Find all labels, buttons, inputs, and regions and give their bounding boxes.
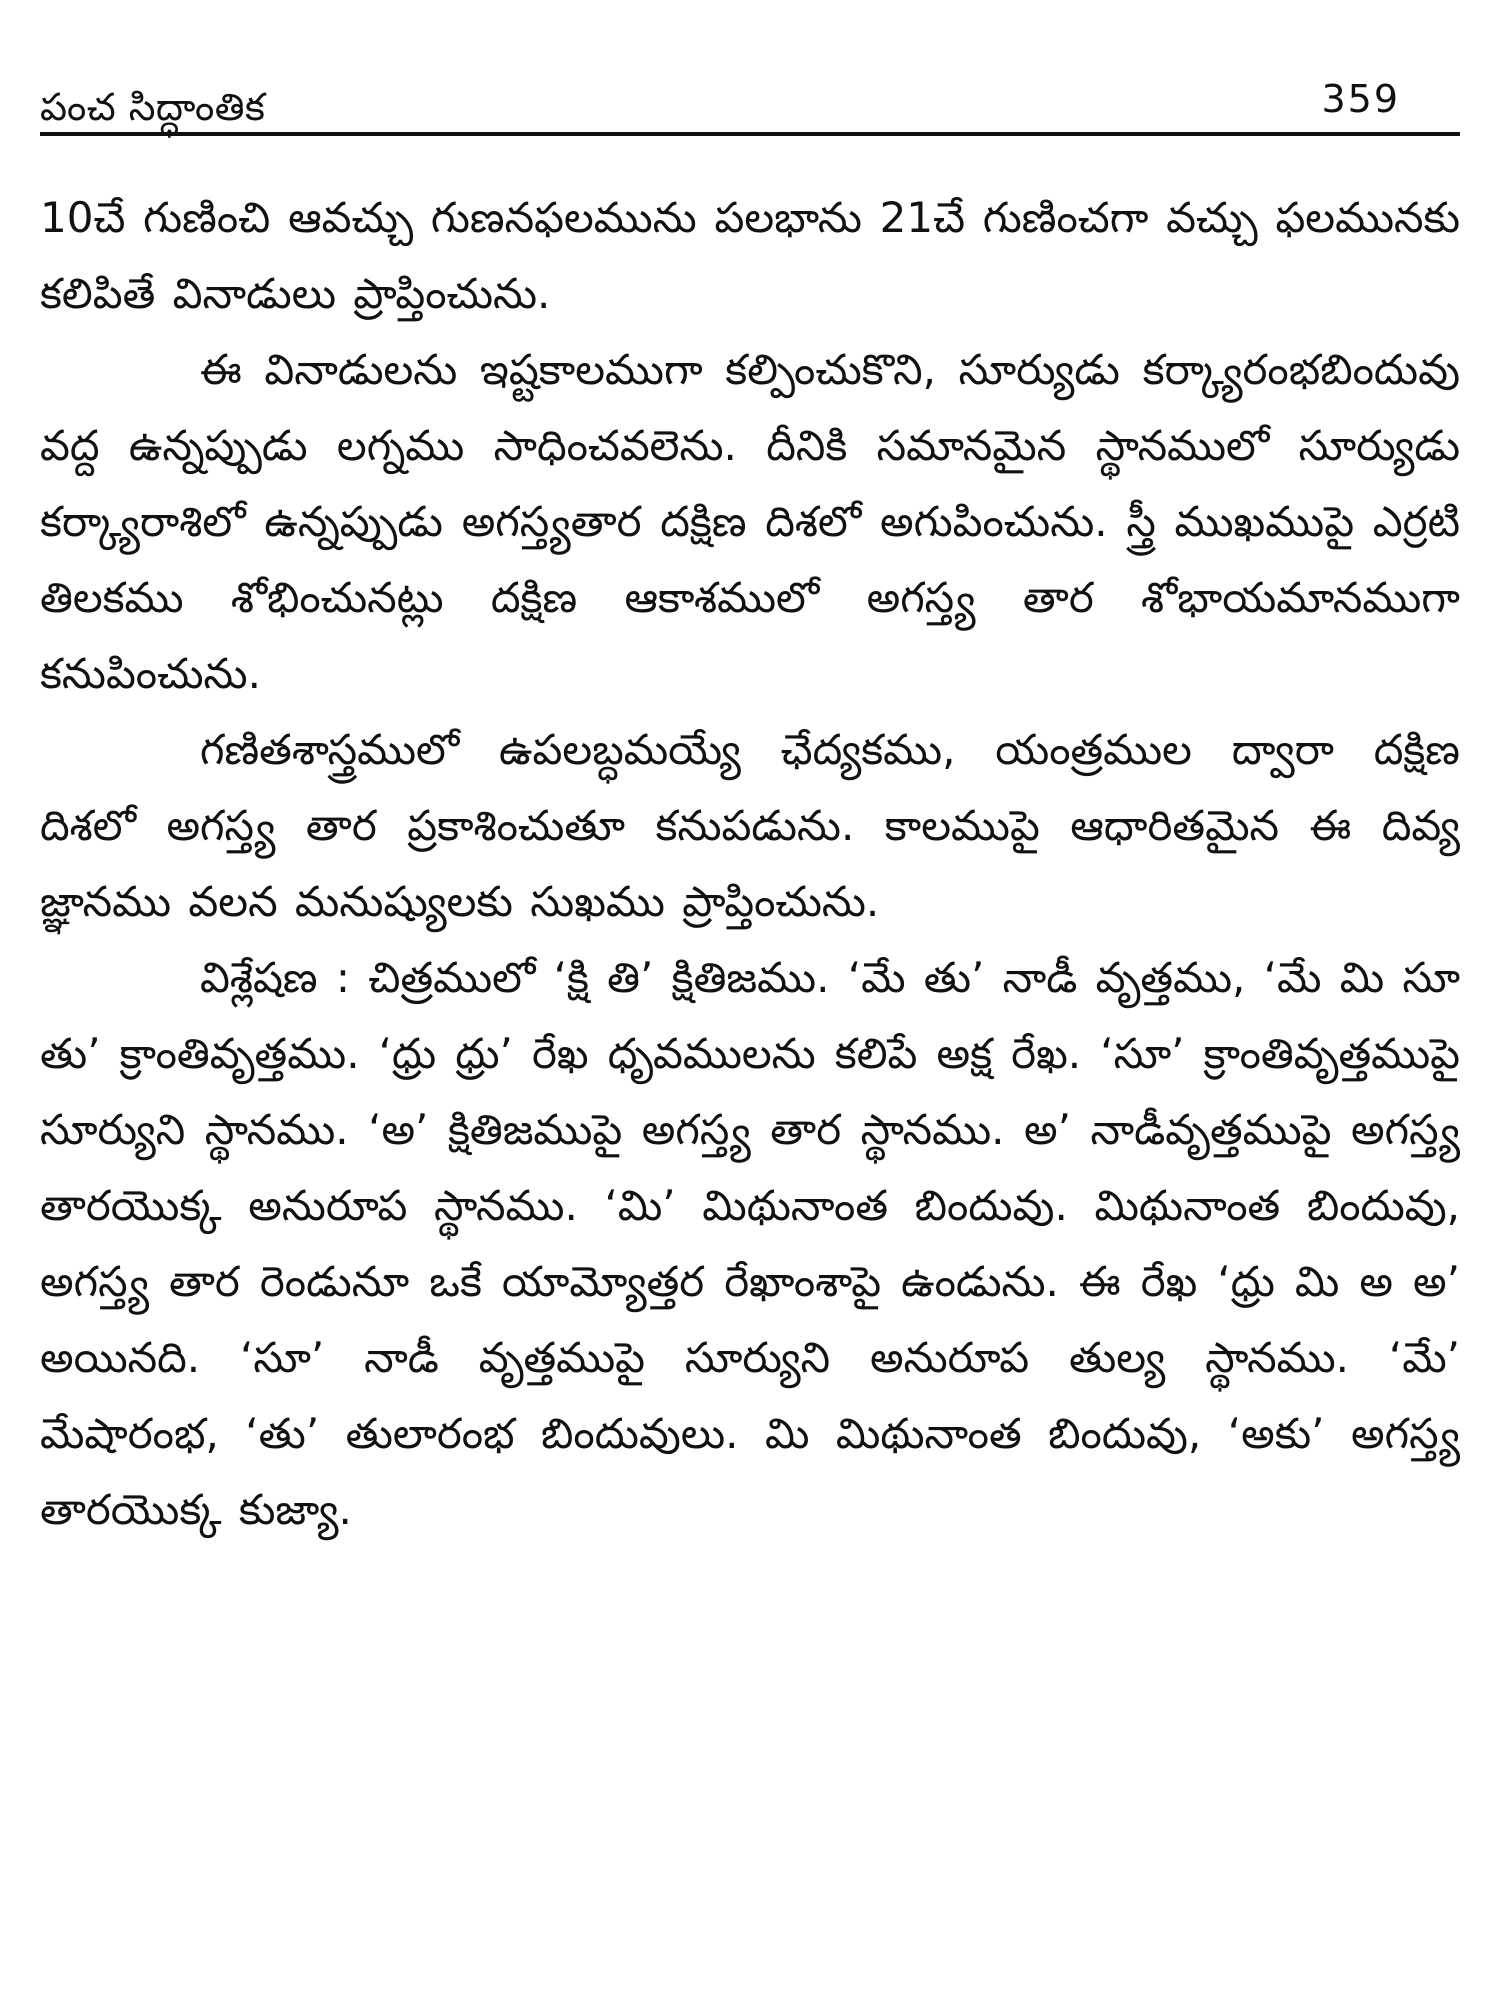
- page-number: 359: [1321, 77, 1400, 121]
- header-rule: [40, 132, 1460, 136]
- body-text: [40, 180, 1460, 1548]
- running-title: పంచ సిద్ధాంతిక: [40, 85, 266, 129]
- paragraph-3: గణితశాస్త్రములో ఉపలబ్ధమయ్యే ఛేద్యకము, యంత్రముల ద్వారా దక్షిణ దిశలో అగస్త్య తార ప్రకాశించుతూ కనుపడును. కాలముపై ఆధారితమైన ఈ దివ్య జ్ఞానము వలన మనుష్యులకు సుఖము ప్రాప్తించును.: [40, 725, 1460, 926]
- paragraph-4-analysis: విశ్లేషణ : చిత్రములో ‘క్షి తి’ క్షితిజము. ‘మే తు’ నాడీ వృత్తము, ‘మే మి సూ తు’ క్రాంతివృత్తము. ‘ధ్రు ధ్రు’ రేఖ ధృవములను కలిపే అక్ష రేఖ. ‘సూ’ క్రాంతివృత్తముపై సూర్యుని స్థానము. ‘అ’ క్షితిజముపై అగస్త్య తార స్థానము. అ’ నాడీవృత్తముపై అగస్త్య తారయొక్క అనురూప స్థానము. ‘మి’ మిథునాంత బిందువు. మిథునాంత బిందువు, అగస్త్య తార రెండునూ ఒకే యామ్యోత్తర రేఖాంశాపై ఉండును. ఈ రేఖ ‘ధ్రు మి అ అ’ అయినది. ‘సూ’ నాడీ వృత్తముపై సూర్యుని అనురూప తుల్య స్థానము. ‘మే’ మేషారంభ, ‘తు’ తులారంభ బిందువులు. మి మిథునాంత బిందువు, ‘అకు’ అగస్త్య తారయొక్క కుజ్యా.: [40, 953, 1460, 1534]
- paragraph-1: 10చే గుణించి ఆవచ్చు గుణనఫలమును పలభాను 21చే గుణించగా వచ్చు ఫలమునకు కలిపితే వినాడులు ప్రాప్తించును.: [40, 193, 1460, 318]
- paragraph-2: ఈ వినాడులను ఇష్టకాలముగా కల్పించుకొని, సూర్యుడు కర్క్యారంభబిందువు వద్ద ఉన్నప్పుడు లగ్నము సాధించవలెను. దీనికి సమానమైన స్థానములో సూర్యుడు కర్క్యారాశిలో ఉన్నప్పుడు అగస్త్యతార దక్షిణ దిశలో అగుపించును. స్త్రీ ముఖముపై ఎర్రటి తిలకము శోభించునట్లు దక్షిణ ఆకాశములో అగస్త్య తార శోభాయమానముగా కనుపించును.: [40, 345, 1460, 698]
- page-header: [40, 70, 1460, 132]
